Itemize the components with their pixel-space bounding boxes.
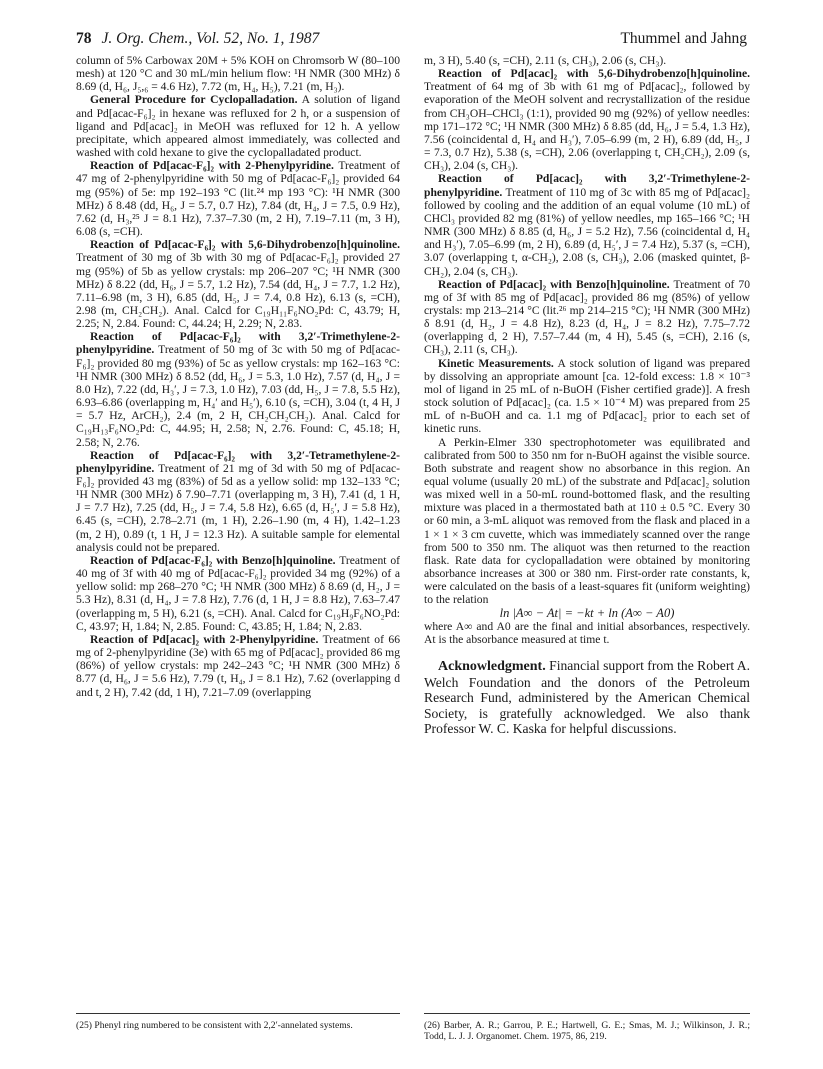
paragraph-text: A Perkin-Elmer 330 spectrophotometer was equilibrated and calibrated from 500 to 350 nm for n-BuOH against the visible source. Both substrate and reagent show no absorbance in this region. An equal volume (usually 20 mL) of the substrate and Pd[acac]₂ solution was mixed well in a 50-mL round-bottomed flask, and the resulting mixture was placed in a thermostated bath at 110 ± 0.5 °C. Every 30 or 60 min, a 3-mL aliquot was removed from the flask and placed in a 1 × 1 × 3 cm cuvette, which was immediately scanned over the range from 500 to 350 nm. The aliquot was then returned to the reaction flask. Rate data for cyclopalladation were obtained by monitoring absorbance increases at 300 or 380 nm. First-order rate constants, k, were calculated on the basis of a least-squares fit (uniform weighting) to the relation: [424, 435, 750, 607]
footnote-25: (25) Phenyl ring numbered to be consistent with 2,2′-annelated systems.: [76, 1020, 353, 1031]
body-paragraph: [424, 436, 750, 607]
footnote-rule-right: [424, 1013, 750, 1014]
paragraph-text: Treatment of 47 mg of 2-phenylpyridine with 50 mg of Pd[acac-F₆]₂ provided 64 mg (95%) of 5e: mp 192–193 °C (lit.²⁴ mp 193 °C): ¹H NMR (300 MHz) δ 8.48 (dd, H₆, J = 5.7, 0.7 Hz), 7.84 (dt, H₄, J = 7.5, 0.9 Hz), 7.62 (d, H₃,²⁵ J = 8.1 Hz), 7.37–7.30 (m, 2 H), 7.19–7.11 (m, 3 H), 6.08 (s, =CH).: [76, 159, 400, 239]
right-text-column: [424, 54, 750, 737]
paragraph-heading: Reaction of Pd[acac]₂ with 3,2′-Trimethylene-2-phenylpyridine.: [424, 172, 750, 199]
paragraph-text: Treatment of 110 mg of 3c with 85 mg of Pd[acac]₂ followed by cooling and the addition of an equal volume (10 mL) of CHCl₃ provided 82 mg (81%) of yellow needles, mp 165–166 °C; ¹H NMR (300 MHz) δ 8.85 (d, H₆, J = 5.2 Hz), 7.56 (coincidental d, H₄ and H₃′), 7.05–6.99 (m, 2 H), 6.89 (d, H₅′, J = 7.4 Hz), 5.37 (s, =CH), 3.07 (overlapping t, α-CH₂), 2.08 (s, CH₃), 2.06 (masked quintet, β-CH₂), 2.04 (s, CH₃).: [424, 185, 750, 278]
body-paragraph: [424, 172, 750, 277]
paragraph-text: m, 3 H), 5.40 (s, =CH), 2.11 (s, CH₃), 2.06 (s, CH₃).: [424, 54, 667, 67]
body-paragraph: [424, 54, 750, 67]
body-paragraph: [76, 93, 400, 159]
body-paragraph: [76, 330, 400, 448]
paragraph-text: Treatment of 70 mg of 3f with 85 mg of Pd[acac]₂ provided 86 mg (85%) of yellow crystals: mp 213–214 °C (lit.²⁶ mp 214–215 °C); ¹H NMR (300 MHz) δ 8.91 (d, H₂, J = 4.8 Hz), 8.23 (d, H₄, J = 8.2 Hz), 7.75–7.72 (overlapping d, 2 H), 7.57–7.44 (m, 4 H), 5.45 (s, =CH), 2.16 (s, CH₃), 2.11 (s, CH₃).: [424, 277, 751, 357]
page-number: 78: [76, 30, 92, 47]
paragraph-heading: Reaction of Pd[acac-F₆]₂ with 2-Phenylpyridine.: [90, 159, 334, 173]
paragraph-heading: Reaction of Pd[acac-F₆]₂ with 3,2′-Trimethylene-2-phenylpyridine.: [76, 330, 400, 357]
body-paragraph: [76, 54, 400, 93]
body-paragraph: [76, 238, 400, 330]
body-paragraph: [424, 620, 750, 646]
paragraph-text: Treatment of 50 mg of 3c with 50 mg of Pd[acac-F₆]₂ provided 80 mg (93%) of 5c as yellow crystals: mp 162–163 °C: ¹H NMR (300 MHz) δ 8.52 (dd, H₆, J = 5.3, 1.0 Hz), 7.57 (d, H₄, J = 8.0 Hz), 7.22 (dd, H₃′, J = 7.3, 1.0 Hz), 7.03 (dd, H₅, J = 7.8, 5.5 Hz), 6.93–6.86 (overlapping m, H₄′ and H₅′), 6.10 (s, =CH), 3.04 (t, 4 H, J = 5.7 Hz, ArCH₂), 2.4 (m, 2 H, CH₂CH₂CH₂). Anal. Calcd for C₁₉H₁₃F₆NO₂Pd: C, 44.95; H, 2.58; N, 2.76. Found: C, 45.18; H, 2.58; N, 2.76.: [76, 343, 400, 449]
body-paragraph: [76, 633, 400, 699]
paragraph-heading: Kinetic Measurements.: [438, 356, 554, 370]
running-header-authors: Thummel and Jahng: [620, 30, 747, 47]
paragraph-text: column of 5% Carbowax 20M + 5% KOH on Chromsorb W (80–100 mesh) at 120 °C and 30 mL/min helium flow: ¹H NMR (300 MHz) δ 8.69 (d, H₆, J₅,₆ = 4.6 Hz), 7.72 (m, H₄, H₅), 7.21 (m, H₃).: [76, 54, 400, 94]
paragraph-text: Treatment of 64 mg of 3b with 61 mg of Pd[acac]₂, followed by evaporation of the MeOH solvent and recrystallization of the residue from CH₃OH–CHCl₃ (1:1), provided 90 mg (92%) of yellow needles: mp 171–172 °C; ¹H NMR (300 MHz) δ 8.85 (dd, H₆, J = 5.4, 1.3 Hz), 7.56 (coincidental d, H₄ and H₃′), 7.05–6.99 (m, 2 H), 6.89 (dd, H₅, J = 7.3, 0.7 Hz), 5.38 (s, =CH), 2.06 (overlapping t, CH₂CH₂), 2.09 (s, CH₃), 2.04 (s, CH₃).: [424, 80, 750, 173]
body-paragraph: [76, 554, 400, 633]
paragraph-text: Treatment of 40 mg of 3f with 40 mg of Pd[acac-F₆]₂ provided 34 mg (92%) of a yellow solid: mp 268–270 °C; ¹H NMR (300 MHz) δ 8.69 (d, H₂, J = 5.3 Hz), 8.31 (d, H₄, J = 7.8 Hz), 7.76 (d, 1 H, J = 8.8 Hz), 7.63–7.47 (overlapping m, 5 H), 6.21 (s, =CH). Anal. Calcd for C₁₉H₉F₆NO₂Pd: C, 43.97; H, 1.84; N, 2.85. Found: C, 43.85; H, 1.84; N, 2.83.: [76, 553, 400, 633]
paragraph-text: Treatment of 66 mg of 2-phenylpyridine (3e) with 65 mg of Pd[acac]₂ provided 86 mg (86%) of yellow crystals: mp 242–243 °C; ¹H NMR (300 MHz) δ 8.77 (d, H₆, J = 5.6 Hz), 7.79 (t, H₄, J = 8.1 Hz), 7.62 (overlapping d and t, 2 H), 7.42 (dd, 1 H), 7.21–7.09 (overlapping: [76, 632, 400, 699]
paragraph-heading: General Procedure for Cyclopalladation.: [90, 93, 298, 107]
footnote-rule-left: [76, 1013, 400, 1014]
body-paragraph: [424, 67, 750, 172]
body-paragraph: [76, 159, 400, 238]
body-paragraph: [76, 449, 400, 554]
paragraph-heading: Reaction of Pd[acac-F₆]₂ with Benzo[h]quinoline.: [90, 553, 336, 567]
rate-equation: ln |A∞ − At| = −kt + ln (A∞ − A0): [499, 605, 675, 620]
paragraph-text: Financial support from the Robert A. Welch Foundation and the donors of the Petroleum Research Fund, administered by the American Chemical Society, is gratefully acknowledged. We also thank Professor W. C. Kaska for helpful discussions.: [424, 658, 750, 737]
paragraph-heading: Acknowledgment.: [438, 659, 546, 675]
paragraph-heading: Reaction of Pd[acac]₂ with Benzo[h]quinoline.: [438, 277, 670, 291]
paragraph-text: where A∞ and A0 are the final and initial absorbances, respectively. At is the absorbance measured at time t.: [424, 619, 750, 646]
paragraph-heading: Reaction of Pd[acac-F₆]₂ with 3,2′-Tetramethylene-2-phenylpyridine.: [76, 448, 400, 475]
paragraph-text: Treatment of 21 mg of 3d with 50 mg of Pd[acac-F₆]₂ provided 43 mg (83%) of 5d as a yellow solid: mp 132–133 °C; ¹H NMR (300 MHz) δ 7.90–7.71 (overlapping m, 3 H), 7.41 (d, 1 H, J = 7.7 Hz), 7.25 (dd, H₅, J = 7.4, 5.8 Hz), 6.65 (d, H₅′, J = 5.8 Hz), 6.45 (s, =CH), 2.78–2.71 (m, 1 H), 2.26–1.90 (m, 4 H), 1.42–1.23 (m, 2 H), 0.89 (t, 1 H, J = 12.3 Hz). A suitable sample for elemental analysis could not be prepared.: [76, 461, 400, 554]
paragraph-text: Treatment of 30 mg of 3b with 30 mg of Pd[acac-F₆]₂ provided 27 mg (95%) of 5b as yellow crystals: mp 206–207 °C; ¹H NMR (300 MHz) δ 8.22 (dd, H₆, J = 5.7, 1.2 Hz), 7.54 (dd, H₄, J = 7.7, 1.2 Hz), 7.11–6.98 (m, 3 H), 6.85 (dd, H₅, J = 7.4, 0.8 Hz), 6.13 (s, =CH), 2.98 (m, CH₂CH₂). Anal. Calcd for C₁₉H₁₁F₆NO₂Pd: C, 43.79; H, 2.25; N, 2.84. Found: C, 44.24; H, 2.29; N, 2.83.: [76, 251, 400, 331]
running-header-left: [76, 30, 319, 48]
page-header: [76, 30, 747, 50]
paragraph-heading: Reaction of Pd[acac]₂ with 2-Phenylpyridine.: [90, 632, 319, 646]
body-paragraph: [424, 278, 750, 357]
paragraph-heading: Reaction of Pd[acac-F₆]₂ with 5,6-Dihydrobenzo[h]quinoline.: [90, 238, 400, 252]
paragraph-heading: Reaction of Pd[acac]₂ with 5,6-Dihydrobenzo[h]quinoline.: [438, 67, 750, 81]
footnote-26: (26) Barber, A. R.; Garrou, P. E.; Hartwell, G. E.; Smas, M. J.; Wilkinson, J. R.; Todd, L. J. J. Organomet. Chem. 1975, 86, 219.: [424, 1020, 750, 1043]
journal-citation: J. Org. Chem., Vol. 52, No. 1, 1987: [101, 30, 320, 47]
paragraph-text: A stock solution of ligand was prepared by dissolving an appropriate amount [ca. 12-fold excess: 1.8 × 10⁻³ mol of ligand in 25 mL of n-BuOH (Fisher certified grade)]. A fresh stock solution of Pd[acac]₂ (ca. 1.5 × 10⁻⁴ M) was prepared from 25 mL of n-BuOH and ca. 1.1 mg of Pd[acac]₂ prior to each set of kinetic runs.: [424, 356, 750, 436]
acknowledgment-paragraph: [424, 658, 750, 737]
body-paragraph: [424, 357, 750, 436]
paragraph-text: A solution of ligand and Pd[acac-F₆]₂ in hexane was refluxed for 2 h, or a suspension of ligand and Pd[acac]₂ in MeOH was refluxed for 12 h. A yellow precipitate, which appeared almost immediately, was collected and washed with cold hexane to give the cyclopalladated product.: [76, 93, 400, 160]
left-text-column: [76, 54, 400, 699]
